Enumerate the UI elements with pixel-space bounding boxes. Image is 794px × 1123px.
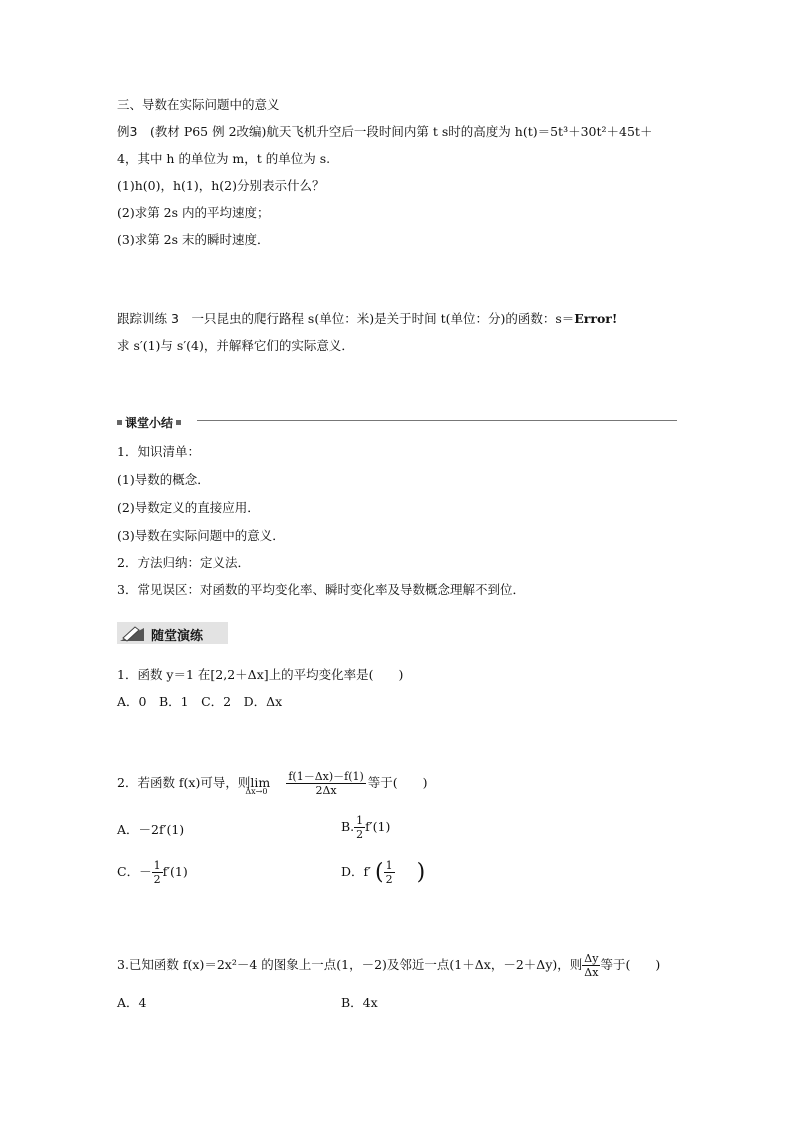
question-1: (1)h(0)，h(1)，h(2)分别表示什么？ xyxy=(117,178,325,193)
tracking-label: 跟踪训练 3 xyxy=(117,311,179,326)
practice-banner xyxy=(117,622,228,644)
fraction-numerator: f(1－Δx)－f(1) xyxy=(288,770,364,783)
question-3: (3)求第 2s 末的瞬时速度． xyxy=(117,232,270,247)
example-label: 例3 xyxy=(117,124,138,139)
half-fraction xyxy=(152,859,163,886)
divider-rule xyxy=(197,420,677,421)
square-bullet-icon xyxy=(117,420,122,425)
summary-title: 课堂小结 xyxy=(125,416,174,430)
fraction-denominator: Δx xyxy=(584,966,599,979)
pencil-icon xyxy=(119,624,145,642)
half-fraction xyxy=(354,814,365,841)
fraction-denominator: 2 xyxy=(356,828,364,841)
fraction-numerator: Δy xyxy=(584,952,599,965)
square-bullet-icon xyxy=(176,420,181,425)
problem-2-stem xyxy=(117,770,428,797)
option-2a: A．－2f′(1) xyxy=(117,822,185,837)
fraction-denominator: 2 xyxy=(385,873,393,886)
fraction-denominator: 2 xyxy=(153,873,161,886)
option-2c xyxy=(117,859,188,886)
fraction-numerator: 1 xyxy=(385,859,393,872)
right-paren: ) xyxy=(416,859,426,885)
problem-2-fraction xyxy=(286,770,365,797)
problem-1-options: A．0 B．1 C．2 D．Δx xyxy=(117,694,283,709)
limit-operator xyxy=(245,775,280,796)
question-2: (2)求第 2s 内的平均速度； xyxy=(117,205,270,220)
tracking-text: 一只昆虫的爬行路程 s(单位：米)是关于时间 t(单位：分)的函数：s＝ xyxy=(191,311,575,326)
problem-2-suffix: 等于( ) xyxy=(367,775,428,790)
problem-3-stem xyxy=(117,952,660,979)
practice-title: 随堂演练 xyxy=(151,629,204,644)
error-text: Error! xyxy=(574,311,618,326)
fraction-denominator: 2Δx xyxy=(315,784,337,797)
left-paren: ( xyxy=(375,859,384,885)
summary-line-1: 1．知识清单： xyxy=(117,444,200,459)
example-3-line-1 xyxy=(117,124,652,140)
tracking-exercise-line-1 xyxy=(117,311,617,327)
fraction-numerator: 1 xyxy=(153,859,161,872)
problem-2-prefix: 2．若函数 f(x)可导，则 xyxy=(117,775,251,790)
limit-subscript: Δx→0 xyxy=(245,787,268,796)
summary-line-6: 3．常见误区：对函数的平均变化率、瞬时变化率及导数概念理解不到位． xyxy=(117,582,525,597)
half-fraction xyxy=(384,859,395,886)
summary-line-5: 2．方法归纳：定义法． xyxy=(117,555,250,570)
option-2d xyxy=(341,859,425,886)
tracking-exercise-line-2: 求 s′(1)与 s′(4)，并解释它们的实际意义． xyxy=(117,338,354,353)
fraction-numerator: 1 xyxy=(356,814,364,827)
summary-line-4: (3)导数在实际问题中的意义． xyxy=(117,528,285,543)
example-3-line-2: 4，其中 h 的单位为 m，t 的单位为 s. xyxy=(117,151,331,166)
problem-3-text: 3.已知函数 f(x)＝2x²－4 的图象上一点(1，－2)及邻近一点(1＋Δx，－2＋Δy)，则 xyxy=(117,957,583,972)
problem-1-stem: 1．函数 y＝1 在[2,2＋Δx]上的平均变化率是( ) xyxy=(117,667,404,682)
summary-divider xyxy=(117,412,677,428)
summary-line-2: (1)导数的概念． xyxy=(117,472,210,487)
section-heading: 三、导数在实际问题中的意义 xyxy=(117,97,280,112)
option-label: D．f′ xyxy=(341,864,371,879)
option-3b: B．4x xyxy=(341,995,378,1010)
example-text: (教材 P65 例 2改编)航天飞机升空后一段时间内第 t s时的高度为 h(t)＝5t³＋30t²＋45t＋ xyxy=(149,124,653,139)
option-2b xyxy=(341,814,390,841)
option-expression: f′(1) xyxy=(365,819,391,834)
option-expression: f′(1) xyxy=(162,864,188,879)
summary-line-3: (2)导数定义的直接应用． xyxy=(117,500,260,515)
option-label: B. xyxy=(341,819,355,834)
limit-text: lim xyxy=(250,775,271,790)
problem-3-suffix: 等于( ) xyxy=(600,957,661,972)
option-label: C．－ xyxy=(117,864,152,879)
problem-3-fraction xyxy=(582,952,600,979)
option-3a: A．4 xyxy=(117,995,147,1010)
